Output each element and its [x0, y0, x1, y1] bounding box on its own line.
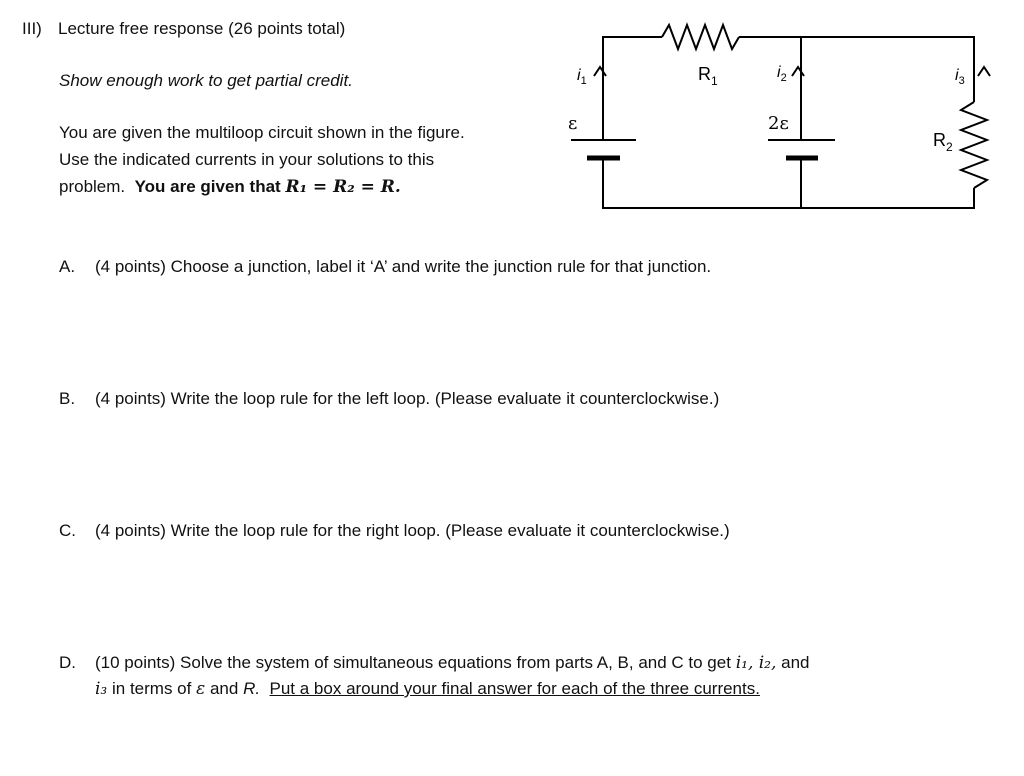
question-d-resistance-symbol: R. — [243, 679, 261, 698]
circuit-diagram — [0, 0, 1024, 230]
question-d-in-terms-of: in terms of — [112, 679, 192, 698]
section-title: Lecture free response (26 points total) — [58, 19, 346, 38]
question-d-currents-i1-i2: i₁, i₂, — [735, 653, 777, 673]
question-d-current-i3: i₃ — [95, 679, 108, 699]
question-b-label: B. — [59, 389, 76, 408]
question-b-text: (4 points) Write the loop rule for the left loop. (Please evaluate it counterclockwise.) — [95, 389, 720, 408]
current-label-i1: $i_1$ — [577, 67, 587, 87]
current-arrow-i1-icon — [594, 67, 606, 76]
circuit-wires — [603, 25, 987, 208]
question-c-text: (4 points) Write the loop rule for the right loop. (Please evaluate it counterclockwise.) — [95, 521, 730, 540]
given-statement: You are given that — [134, 177, 281, 196]
question-d-line-2 — [95, 676, 760, 702]
resistor-label-r2: $R_2$ — [933, 130, 953, 154]
question-a-label: A. — [59, 257, 76, 276]
intro-line-2: Use the indicated currents in your solutions to this — [59, 150, 435, 169]
current-arrow-i2-icon — [792, 67, 804, 76]
resistor-r1-symbol — [662, 25, 739, 49]
left-wire — [603, 37, 662, 140]
resistor-r2-symbol — [961, 102, 987, 188]
resistor-label-r1: $R_1$ — [698, 64, 718, 88]
given-equation: R₁ = R₂ = R. — [285, 177, 401, 197]
bottom-wire — [603, 158, 974, 208]
current-label-i2: $i_2$ — [777, 64, 787, 84]
intro-line-3-start: problem. — [59, 177, 126, 196]
intro-line-1: You are given the multiloop circuit shown in the figure. — [59, 123, 465, 142]
question-d-line-1 — [95, 650, 810, 676]
partial-credit-note: Show enough work to get partial credit. — [59, 71, 353, 90]
question-d-text-1: (10 points) Solve the system of simultaneous equations from parts A, B, and C to get — [95, 653, 731, 672]
question-d-box-instruction: Put a box around your final answer for each of the three currents. — [269, 679, 760, 698]
emf-label-2: 2ε — [768, 113, 789, 134]
question-d-and: and — [781, 653, 810, 672]
question-d-emf-symbol: ε — [196, 679, 206, 699]
question-d-label: D. — [59, 653, 76, 672]
section-number: III) — [22, 19, 42, 38]
question-d-and-2: and — [209, 679, 239, 698]
current-label-i3: $i_3$ — [955, 67, 965, 87]
question-c-label: C. — [59, 521, 76, 540]
question-a-text: (4 points) Choose a junction, label it ‘A’ and write the junction rule for that junction. — [95, 257, 712, 276]
emf-label-1: ε — [568, 113, 578, 134]
current-arrow-i3-icon — [978, 67, 990, 76]
top-right-wire — [739, 37, 974, 102]
